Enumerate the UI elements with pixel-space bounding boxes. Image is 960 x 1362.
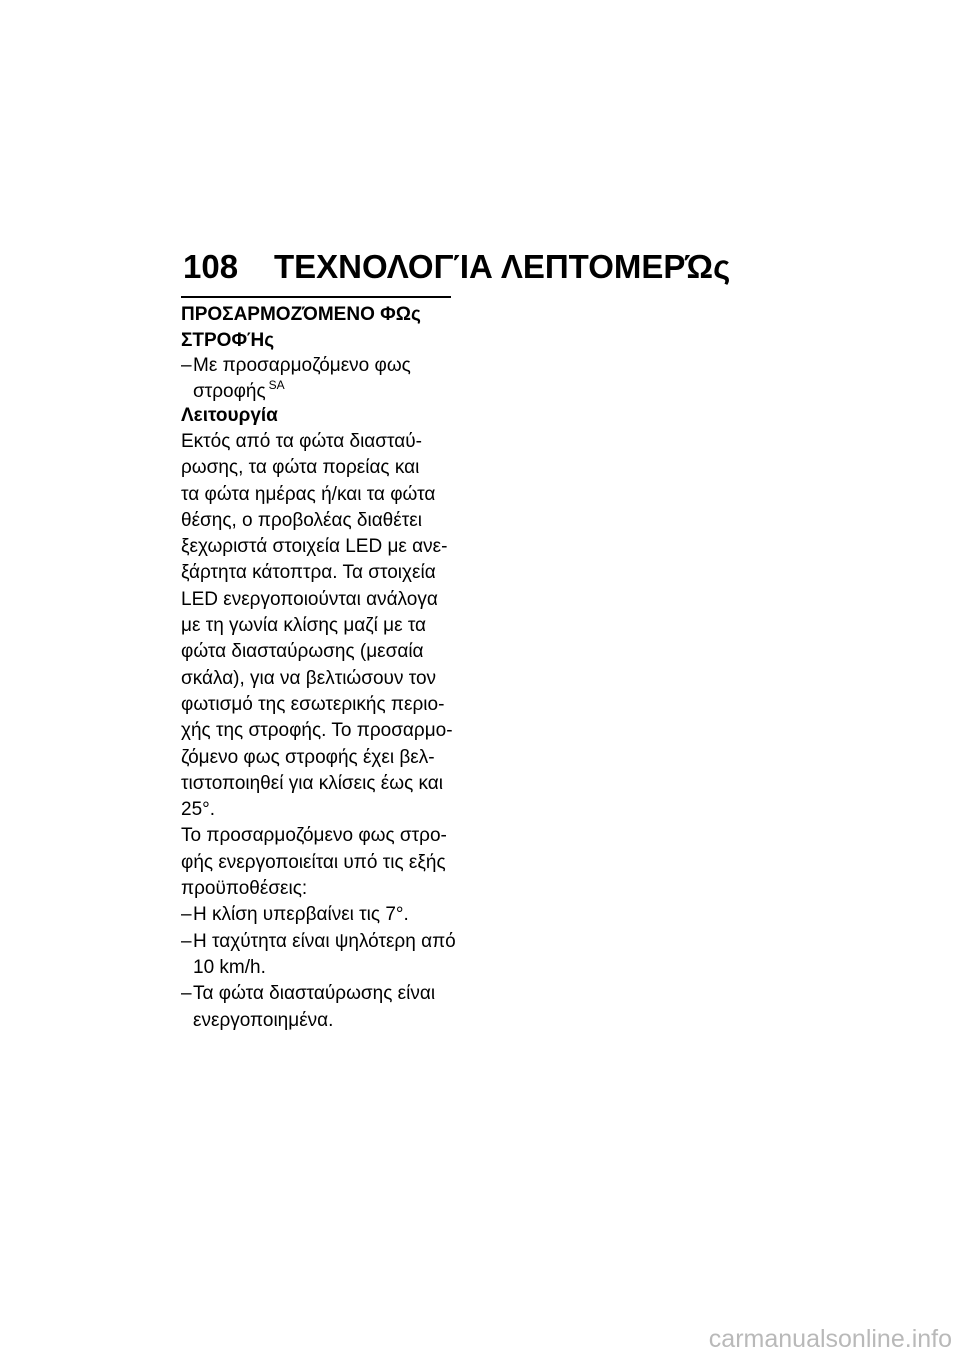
intro-line: στροφής bbox=[193, 381, 266, 403]
body-line: Εκτός από τα φώτα διασταύ- bbox=[181, 431, 422, 452]
body-line: φώτα διασταύρωσης (μεσαία bbox=[181, 641, 424, 663]
intro-line: Με προσαρμοζόμενο φως bbox=[193, 355, 411, 376]
body-line: τα φώτα ημέρας ή/και τα φώτα bbox=[181, 483, 436, 505]
condition-line: Η ταχύτητα είναι ψηλότερη από bbox=[193, 930, 456, 952]
function-section bbox=[181, 403, 466, 1034]
list-item bbox=[181, 353, 466, 407]
body-line: 25°. bbox=[181, 799, 216, 821]
condition-line: Η κλίση υπερβαίνει τις 7°. bbox=[193, 904, 409, 926]
function-heading: Λειτουργία bbox=[181, 405, 278, 426]
section-title-line: ΣΤΡΟΦΉς bbox=[181, 330, 275, 351]
list-item bbox=[181, 902, 466, 928]
page-header bbox=[183, 242, 743, 292]
sa-superscript: SA bbox=[268, 378, 285, 393]
body-line: Το προσαρμοζόμενο φως στρο- bbox=[181, 825, 447, 847]
chapter-title: ΤΕΧΝΟΛΟΓΊΑ ΛΕΠΤΟΜΕΡΏς bbox=[274, 248, 731, 285]
body-line: τιστοποιηθεί για κλίσεις έως και bbox=[181, 772, 443, 794]
body-line: χής της στροφής. Το προσαρμο- bbox=[181, 720, 453, 742]
body-line: ξεχωριστά στοιχεία LED με ανε- bbox=[181, 536, 448, 558]
body-line: ζόμενο φως στροφής έχει βελ- bbox=[181, 746, 435, 768]
conditions-list bbox=[181, 902, 466, 1033]
list-item bbox=[181, 929, 466, 982]
body-line: φής ενεργοποιείται υπό τις εξής bbox=[181, 851, 446, 873]
section-title-line: ΠΡΟΣΑΡΜΟΖΌΜΕΝΟ ΦΩς bbox=[181, 304, 421, 325]
body-line: προϋποθέσεις: bbox=[181, 878, 308, 900]
dash-marker: – bbox=[181, 904, 192, 926]
condition-line: Τα φώτα διασταύρωσης είναι bbox=[193, 983, 436, 1005]
body-line: LED ενεργοποιούνται ανάλογα bbox=[181, 588, 438, 610]
body-line: φωτισμό της εσωτερικής περιο- bbox=[181, 693, 445, 715]
section-title bbox=[181, 302, 466, 354]
condition-line: ενεργοποιημένα. bbox=[193, 1009, 334, 1031]
body-line: θέσης, ο προβολέας διαθέτει bbox=[181, 509, 422, 531]
dash-marker: – bbox=[181, 983, 192, 1005]
body-line: με τη γωνία κλίσης μαζί με τα bbox=[181, 615, 427, 637]
intro-item bbox=[181, 353, 466, 407]
body-line: ρωσης, τα φώτα πορείας και bbox=[181, 457, 420, 479]
body-text bbox=[181, 429, 466, 902]
body-line: σκάλα), για να βελτιώσουν τον bbox=[181, 667, 437, 689]
dash-marker: – bbox=[181, 930, 192, 952]
list-item bbox=[181, 981, 466, 1034]
section-divider bbox=[181, 296, 451, 298]
watermark: carmanualsonline.info bbox=[708, 1325, 952, 1353]
page-number: 108 bbox=[183, 248, 239, 285]
dash-marker: – bbox=[181, 355, 192, 376]
condition-line: 10 km/h. bbox=[193, 956, 266, 978]
body-line: ξάρτητα κάτοπτρα. Τα στοιχεία bbox=[181, 562, 436, 584]
